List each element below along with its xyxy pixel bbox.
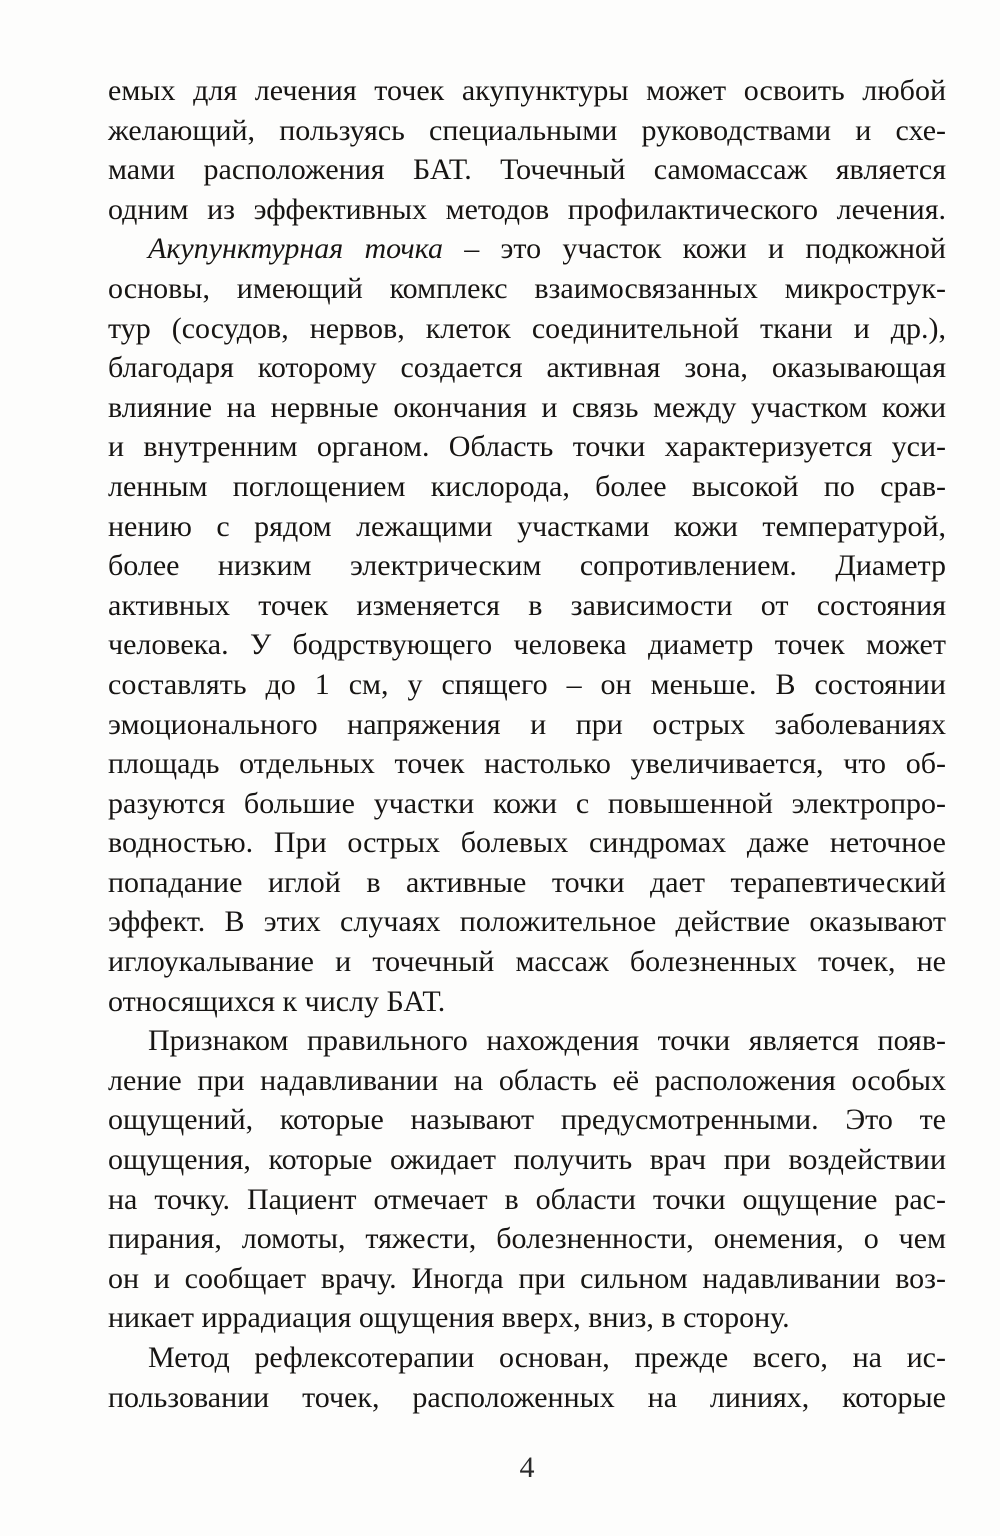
text-line xyxy=(108,625,946,665)
text-line xyxy=(108,150,946,190)
text-segment: разуются большие участки кожи с повышенной электропро- xyxy=(108,786,946,820)
text-segment: основы, имеющий комплекс взаимосвязанных микрострук- xyxy=(108,271,946,305)
text-segment: и внутренним органом. Область точки характеризуется уси- xyxy=(108,430,946,464)
text-line xyxy=(108,1338,946,1378)
text-segment: пользовании точек, расположенных на линиях, которые xyxy=(108,1380,946,1414)
text-segment: Признаком правильного нахождения точки является появ- xyxy=(148,1024,946,1058)
text-line xyxy=(108,1021,946,1061)
text-line xyxy=(108,1259,946,1299)
text-segment: ленным поглощением кислорода, более высокой по срав- xyxy=(108,469,946,503)
text-line xyxy=(108,902,946,942)
text-segment: на точку. Пациент отмечает в области точки ощущение рас- xyxy=(108,1182,946,1216)
text-line xyxy=(108,71,946,111)
text-segment: тур (сосудов, нервов, клеток соединительной ткани и др.), xyxy=(108,311,946,345)
text-line xyxy=(108,586,946,626)
page-number: 4 xyxy=(519,1451,535,1484)
text-line xyxy=(108,942,946,982)
text-line xyxy=(108,705,946,745)
text-line xyxy=(108,744,946,784)
text-segment: благодаря которому создается активная зона, оказывающая xyxy=(108,351,946,385)
text-line xyxy=(108,1219,946,1259)
text-block xyxy=(108,71,946,1417)
text-segment: нению с рядом лежащими участками кожи температурой, xyxy=(108,509,946,543)
text-segment: никает иррадиация ощущения вверх, вниз, в сторону. xyxy=(108,1301,790,1335)
text-line xyxy=(108,982,946,1022)
text-segment: пирания, ломоты, тяжести, болезненности, онемения, о чем xyxy=(108,1222,946,1256)
text-line xyxy=(108,1298,946,1338)
text-line xyxy=(108,823,946,863)
text-line xyxy=(108,348,946,388)
text-segment: мами расположения БАТ. Точечный самомассаж является xyxy=(108,153,946,187)
text-segment: эмоционального напряжения и при острых заболеваниях xyxy=(108,707,946,741)
text-segment: активных точек изменяется в зависимости от состояния xyxy=(108,588,946,622)
text-line xyxy=(108,111,946,151)
text-line xyxy=(108,784,946,824)
text-segment: относящихся к числу БАТ. xyxy=(108,984,446,1018)
text-segment: желающий, пользуясь специальными руководствами и схе- xyxy=(108,113,946,147)
text-segment: составлять до 1 см, у спящего – он меньше. В состоянии xyxy=(108,667,946,701)
text-line xyxy=(108,388,946,428)
text-segment: – это участок кожи и подкожной xyxy=(442,232,946,266)
text-line xyxy=(108,229,946,269)
text-segment: ощущения, которые ожидает получить врач при воздействии xyxy=(108,1143,946,1177)
text-segment: иглоукалывание и точечный массаж болезненных точек, не xyxy=(108,945,946,979)
text-segment: водностью. При острых болевых синдромах даже неточное xyxy=(108,826,946,860)
text-line xyxy=(108,269,946,309)
text-line xyxy=(108,1180,946,1220)
text-line xyxy=(108,863,946,903)
text-line xyxy=(108,427,946,467)
text-segment: Метод рефлексотерапии основан, прежде всего, на ис- xyxy=(148,1341,946,1374)
text-line xyxy=(108,546,946,586)
text-segment: эффект. В этих случаях положительное действие оказывают xyxy=(108,905,946,939)
text-segment: более низким электрическим сопротивлением. Диаметр xyxy=(108,549,946,583)
text-segment: попадание иглой в активные точки дает терапевтический xyxy=(108,865,946,899)
text-line xyxy=(108,1061,946,1101)
text-segment: влияние на нервные окончания и связь между участком кожи xyxy=(108,390,946,424)
text-segment: человека. У бодрствующего человека диаметр точек может xyxy=(108,628,946,662)
text-segment: ление при надавливании на область её расположения особых xyxy=(108,1063,946,1097)
text-line xyxy=(108,507,946,547)
text-segment: он и сообщает врачу. Иногда при сильном надавливании воз- xyxy=(108,1261,946,1295)
text-segment: площадь отдельных точек настолько увеличивается, что об- xyxy=(108,747,946,781)
text-line xyxy=(108,1140,946,1180)
text-line xyxy=(108,1100,946,1140)
text-segment: емых для лечения точек акупунктуры может освоить любой xyxy=(108,74,946,107)
text-segment: одним из эффективных методов профилактического лечения. xyxy=(108,192,946,226)
text-line xyxy=(108,1378,946,1418)
text-line xyxy=(108,665,946,705)
text-line xyxy=(108,309,946,349)
text-line xyxy=(108,190,946,230)
italic-term: Акупунктурная точка xyxy=(148,232,443,266)
text-line xyxy=(108,467,946,507)
text-segment: ощущений, которые называют предусмотренными. Это те xyxy=(108,1103,946,1137)
